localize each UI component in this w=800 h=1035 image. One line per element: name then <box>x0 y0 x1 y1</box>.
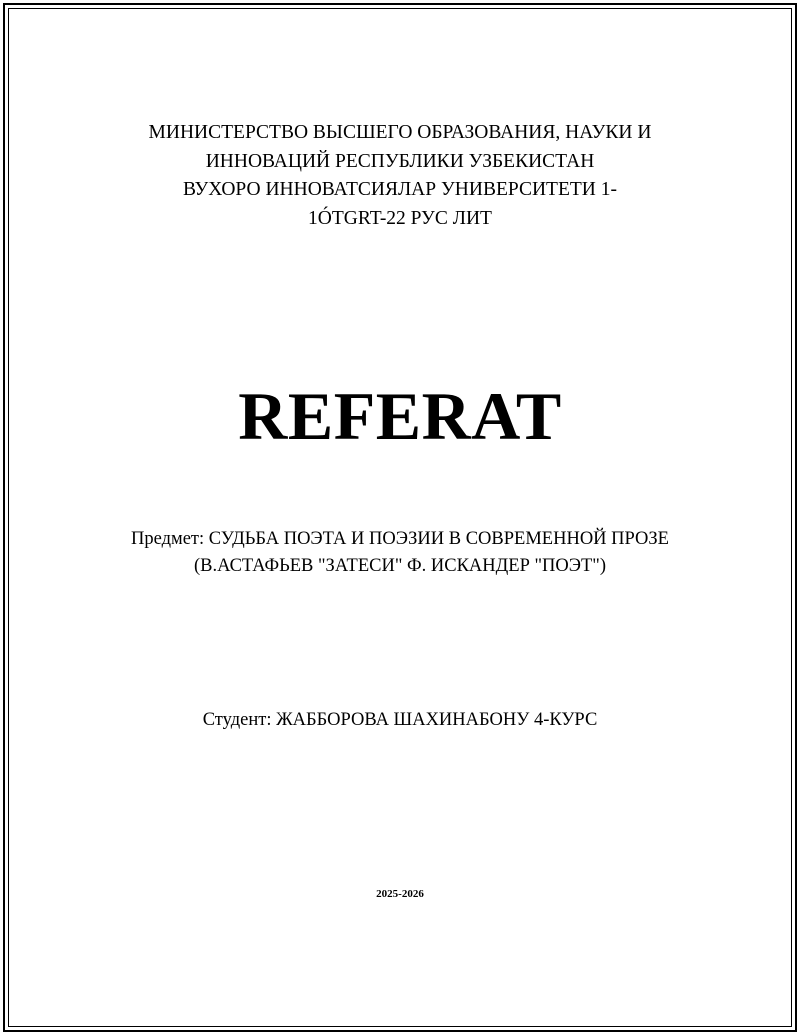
header-line-2: ИННОВАЦИЙ РЕСПУБЛИКИ УЗБЕКИСТАН <box>205 150 595 172</box>
subject-line-1: Предмет: СУДЬБА ПОЭТА И ПОЭЗИИ В СОВРЕМЕННОЙ ПРОЗЕ <box>131 529 669 549</box>
header-line-4: 1ÓTGRT-22 РУС ЛИТ <box>308 207 492 229</box>
student-line: Студент: ЖАББОРОВА ШАХИНАБОНУ 4-КУРС <box>202 710 598 730</box>
institution-header <box>0 119 800 233</box>
subject-line-2: (В.АСТАФЬЕВ "ЗАТЕСИ" Ф. ИСКАНДЕР "ПОЭТ") <box>194 556 606 576</box>
academic-year: 2025-2026 <box>376 888 424 900</box>
document-title: REFERAT <box>238 378 562 454</box>
header-line-1: МИНИСТЕРСТВО ВЫСШЕГО ОБРАЗОВАНИЯ, НАУКИ И <box>148 122 652 143</box>
header-line-3: ВУХОРО ИННОВАТСИЯЛАР УНИВЕРСИТЕТИ 1- <box>183 179 617 200</box>
subject-block <box>0 526 800 580</box>
